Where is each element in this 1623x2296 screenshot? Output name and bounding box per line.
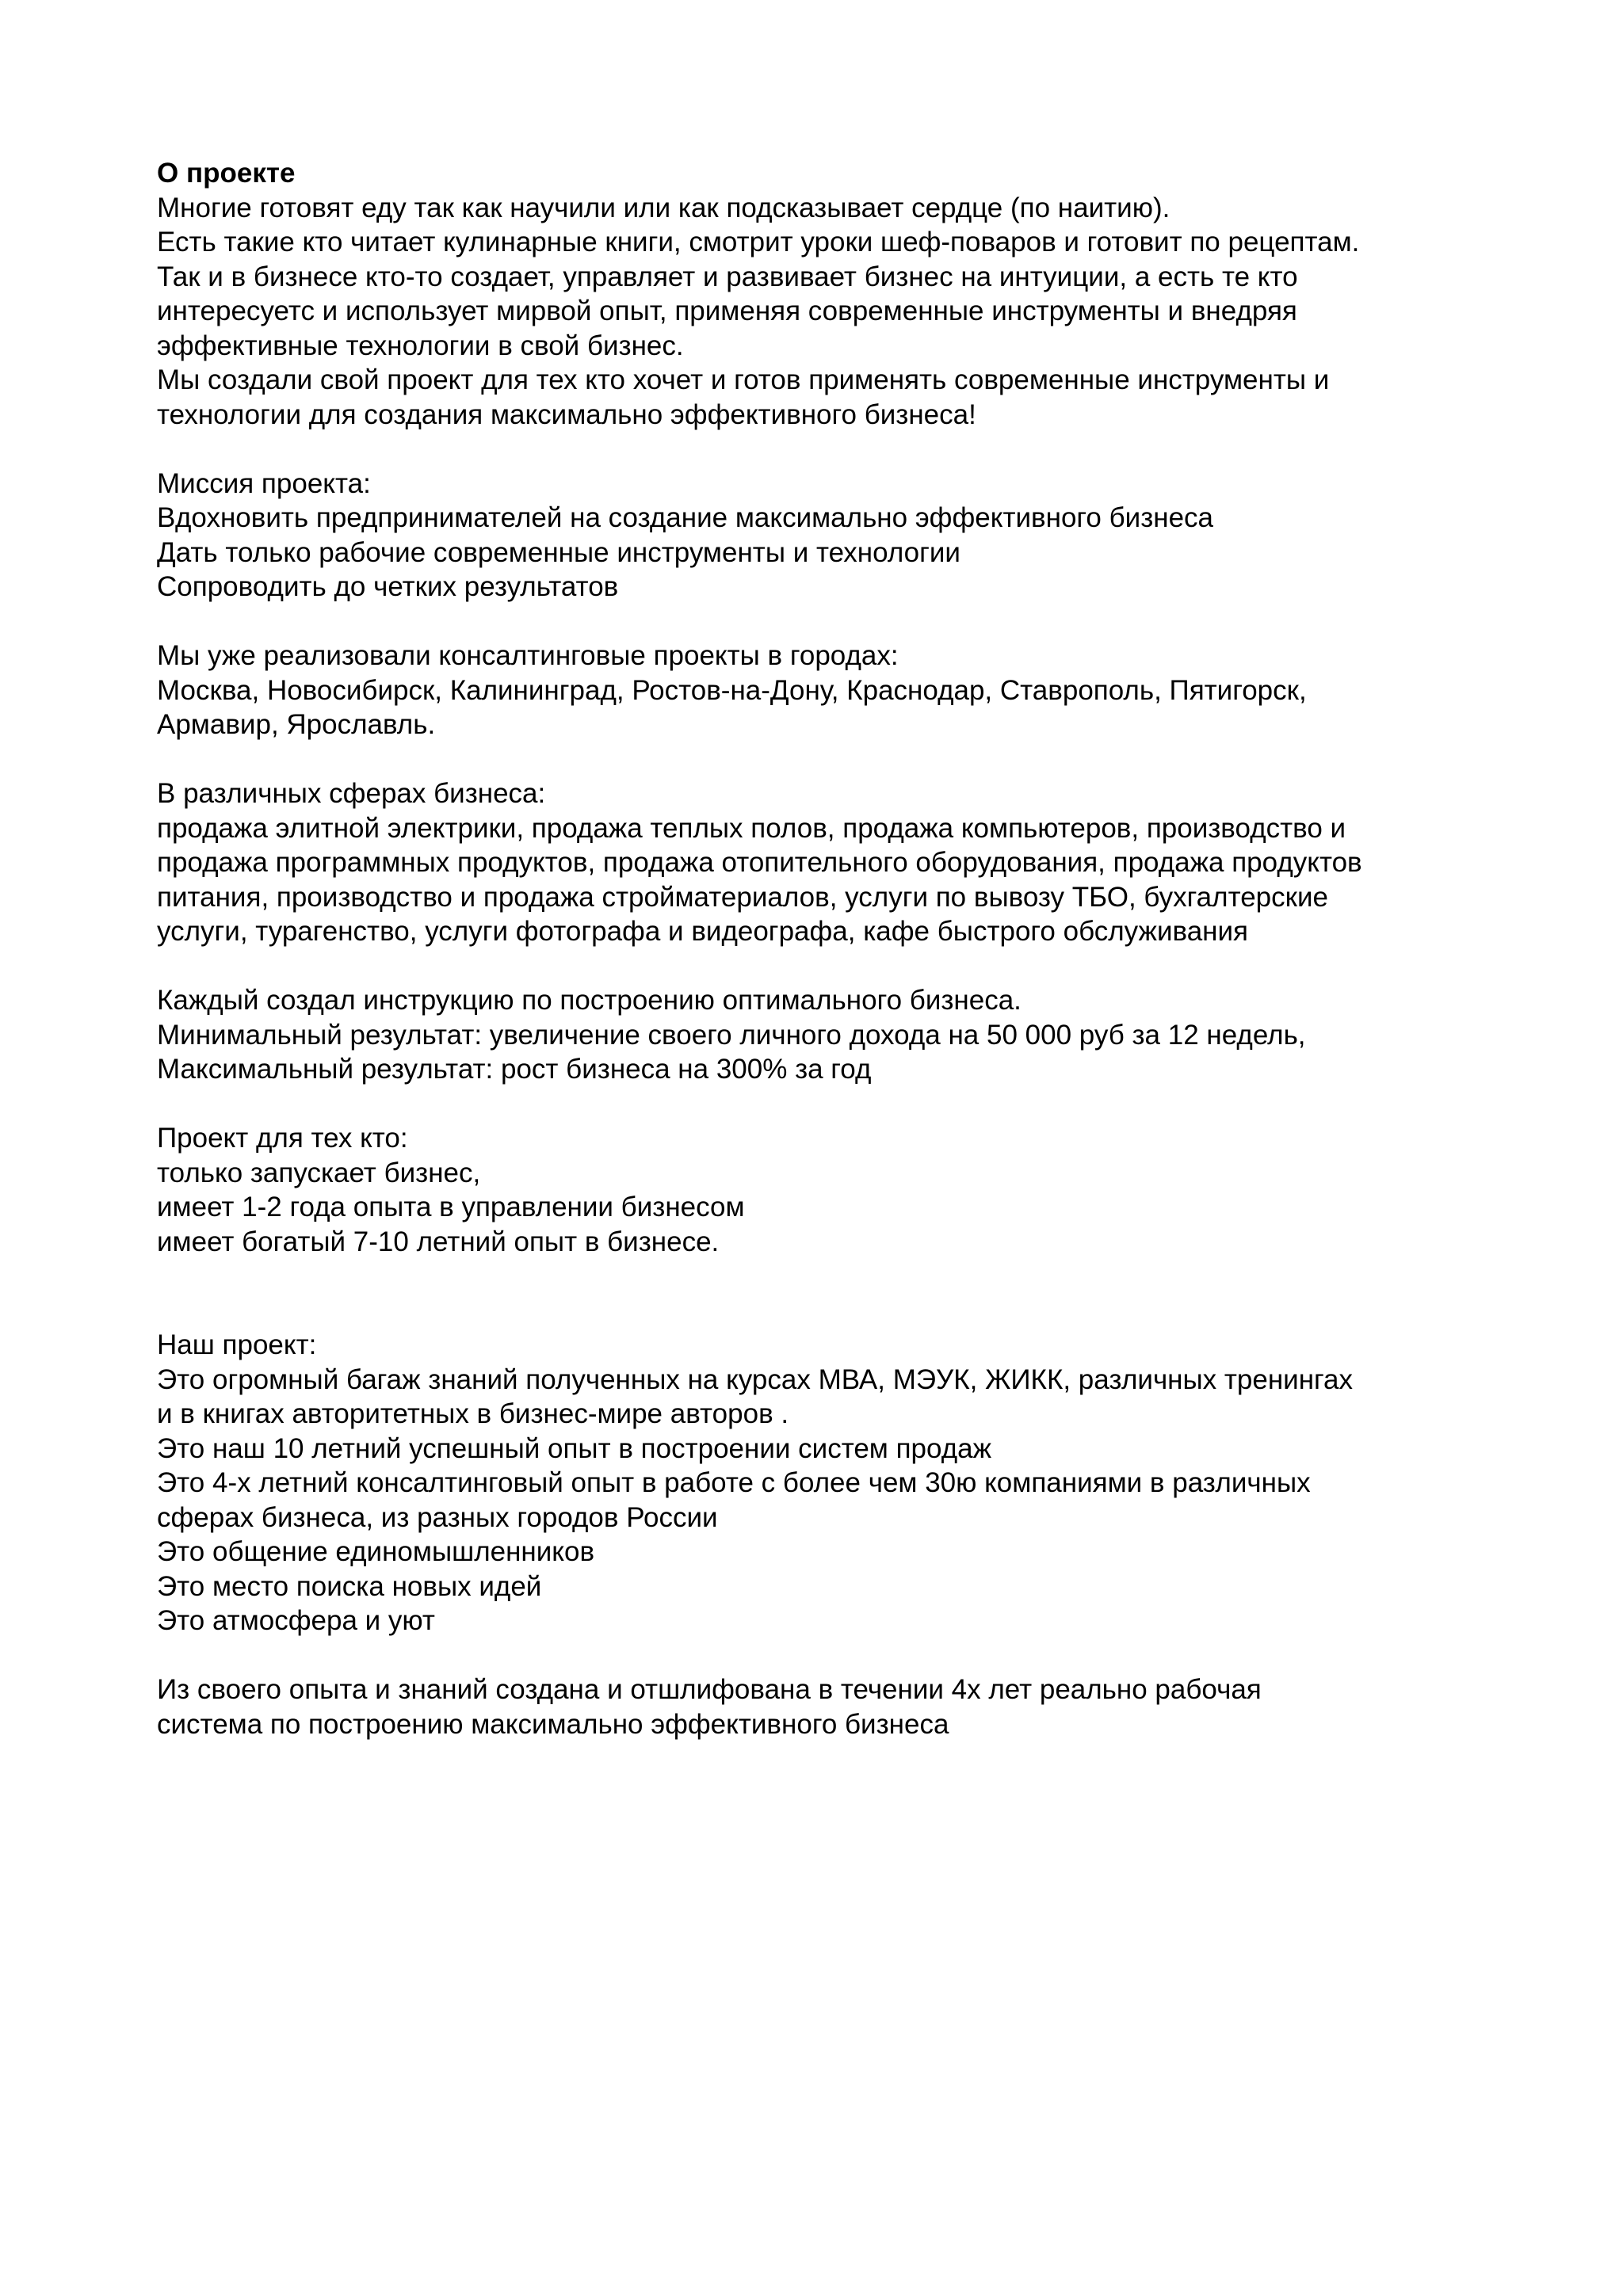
our-project-section [157,1328,1520,1638]
document-title: О проекте [157,158,296,189]
results-line: Каждый создал инструкцию по построению оптимального бизнеса. [157,985,1022,1016]
paragraph-gap [157,605,1520,639]
conclusion-line: Из своего опыта и знаний создана и отшлифована в течении 4х лет реально рабочая [157,1674,1262,1705]
our-project-line: Это 4-х летний консалтинговый опыт в работе с более чем 30ю компаниями в различных [157,1467,1311,1498]
intro-line: Многие готовят еду так как научили или как подсказывает сердце (по наитию). [157,192,1170,223]
intro-line: Так и в бизнесе кто-то создает, управляет и развивает бизнес на интуиции, а есть те кто [157,261,1298,292]
paragraph-gap [157,432,1520,467]
results-line: Максимальный результат: рост бизнеса на 300% за год [157,1054,872,1085]
mission-line: Сопроводить до четких результатов [157,571,619,602]
our-project-line: сферах бизнеса, из разных городов России [157,1501,718,1533]
mission-section [157,467,1520,605]
audience-line: имеет богатый 7-10 летний опыт в бизнесе. [157,1226,720,1257]
spheres-line: услуги, турагенство, услуги фотографа и видеографа, кафе быстрого обслуживания [157,916,1248,947]
our-project-line: Это общение единомышленников [157,1536,595,1567]
cities-line: Армавир, Ярославль. [157,709,436,740]
intro-line: Есть такие кто читает кулинарные книги, смотрит уроки шеф-поваров и готовит по рецептам. [157,227,1360,257]
intro-line: технологии для создания максимально эффективного бизнеса! [157,399,976,430]
spheres-line: продажа элитной электрики, продажа теплых полов, продажа компьютеров, производство и [157,812,1346,844]
our-project-line: Это место поиска новых идей [157,1570,542,1602]
results-section [157,983,1520,1087]
our-project-line: и в книгах авторитетных в бизнес-мире авторов . [157,1398,789,1429]
cities-line: Москва, Новосибирск, Калининград, Ростов-на-Дону, Краснодар, Ставрополь, Пятигорск, [157,674,1307,706]
paragraph-gap [157,1087,1520,1122]
document-body [157,156,1520,1741]
intro-section [157,191,1520,433]
our-project-line: Это огромный багаж знаний полученных на курсах МВА, МЭУК, ЖИКК, различных тренингах [157,1363,1354,1395]
mission-line: Вдохновить предпринимателей на создание максимально эффективного бизнеса [157,502,1214,533]
paragraph-gap [157,1638,1520,1673]
spheres-section [157,776,1520,949]
intro-line: Мы создали свой проект для тех кто хочет и готов применять современные инструменты и [157,364,1330,395]
spheres-line: продажа программных продуктов, продажа отопительного оборудования, продажа продуктов [157,847,1362,878]
cities-heading: Мы уже реализовали консалтинговые проекты в городах: [157,640,899,671]
mission-line: Дать только рабочие современные инструменты и технологии [157,536,960,568]
audience-heading: Проект для тех кто: [157,1123,408,1154]
our-project-line: Это атмосфера и уют [157,1605,435,1636]
intro-line: эффективные технологии в свой бизнес. [157,330,684,361]
our-project-line: Это наш 10 летний успешный опыт в построении систем продаж [157,1432,992,1464]
spheres-line: питания, производство и продажа стройматериалов, услуги по вывозу ТБО, бухгалтерские [157,881,1328,913]
paragraph-gap [157,742,1520,777]
conclusion-line: система по построению максимально эффективного бизнеса [157,1708,949,1740]
audience-line: имеет 1-2 года опыта в управлении бизнесом [157,1192,745,1222]
cities-section [157,639,1520,742]
conclusion-section [157,1672,1520,1741]
results-line: Минимальный результат: увеличение своего личного дохода на 50 000 руб за 12 недель, [157,1019,1306,1051]
paragraph-gap [157,1259,1520,1328]
paragraph-gap [157,949,1520,984]
audience-section [157,1121,1520,1259]
audience-line: только запускает бизнес, [157,1157,481,1188]
mission-heading: Миссия проекта: [157,467,371,499]
spheres-heading: В различных сферах бизнеса: [157,778,546,809]
our-project-heading: Наш проект: [157,1329,317,1360]
intro-line: интересуетс и использует мирвой опыт, применяя современные инструменты и внедряя [157,296,1297,326]
